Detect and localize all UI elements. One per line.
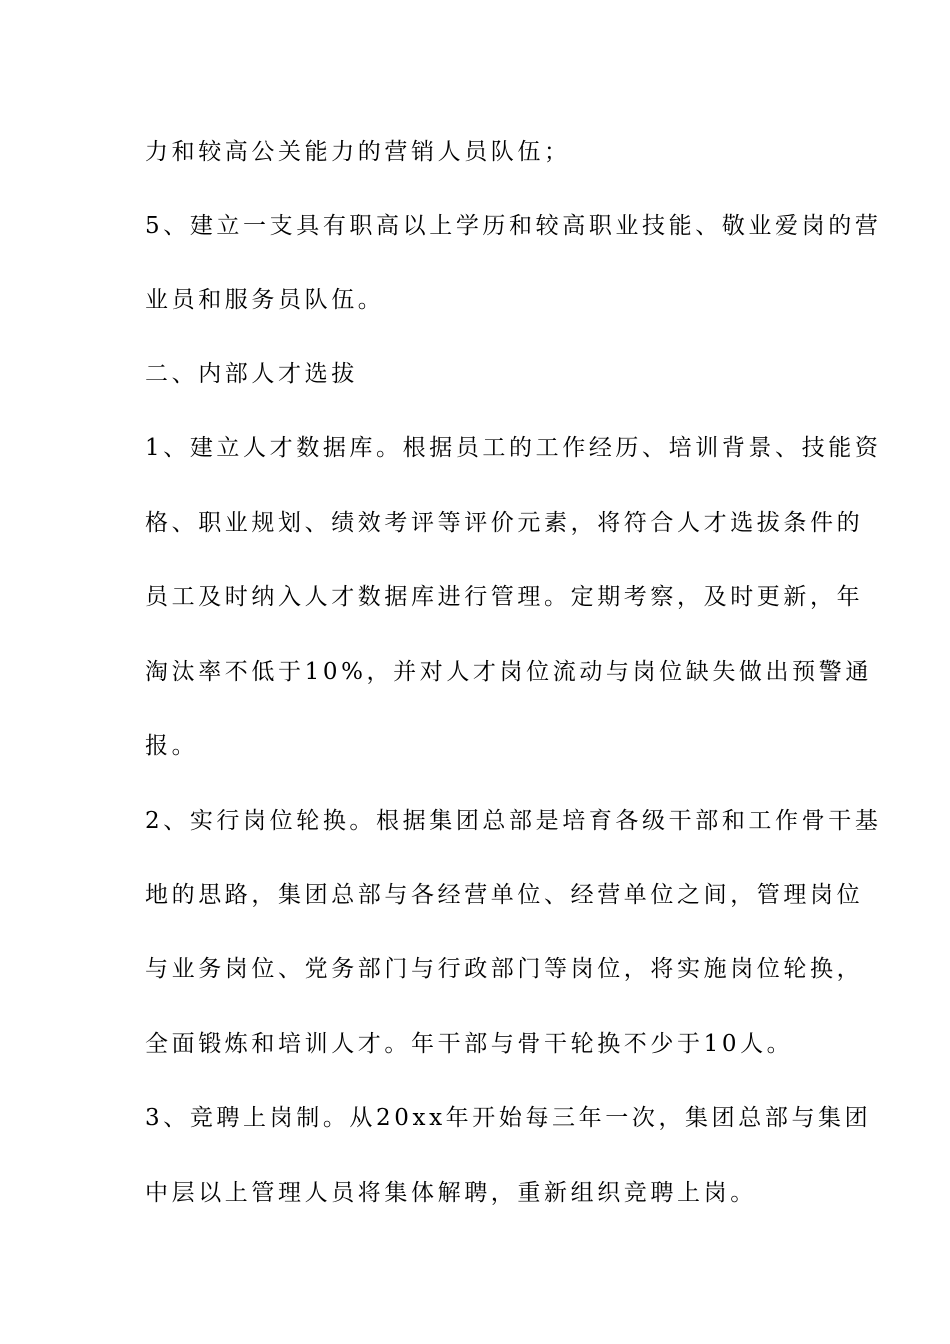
- text-line: 地的思路，集团总部与各经营单位、经营单位之间，管理岗位: [145, 882, 864, 908]
- text-line: 淘汰率不低于10%，并对人才岗位流动与岗位缺失做出预警通: [145, 659, 872, 685]
- text-line: 1、建立人才数据库。根据员工的工作经历、培训背景、技能资: [145, 435, 882, 461]
- text-line: 员工及时纳入人才数据库进行管理。定期考察，及时更新，年: [145, 584, 864, 610]
- text-line: 2、实行岗位轮换。根据集团总部是培育各级干部和工作骨干基: [145, 808, 882, 834]
- text-line: 格、职业规划、绩效考评等评价元素，将符合人才选拔条件的: [145, 510, 864, 536]
- text-line: 全面锻炼和培训人才。年干部与骨干轮换不少于10人。: [145, 1031, 794, 1057]
- text-line: 力和较高公关能力的营销人员队伍；: [145, 139, 571, 165]
- text-line: 3、竞聘上岗制。从20xx年开始每三年一次，集团总部与集团: [145, 1105, 872, 1131]
- text-line: 报。: [145, 733, 199, 759]
- text-line: 与业务岗位、党务部门与行政部门等岗位，将实施岗位轮换，: [145, 956, 864, 982]
- text-line: 5、建立一支具有职高以上学历和较高职业技能、敬业爱岗的营: [145, 213, 882, 239]
- text-line: 业员和服务员队伍。: [145, 287, 385, 313]
- section-heading: 二、内部人才选拔: [145, 361, 358, 387]
- text-line: 中层以上管理人员将集体解聘，重新组织竞聘上岗。: [145, 1180, 757, 1206]
